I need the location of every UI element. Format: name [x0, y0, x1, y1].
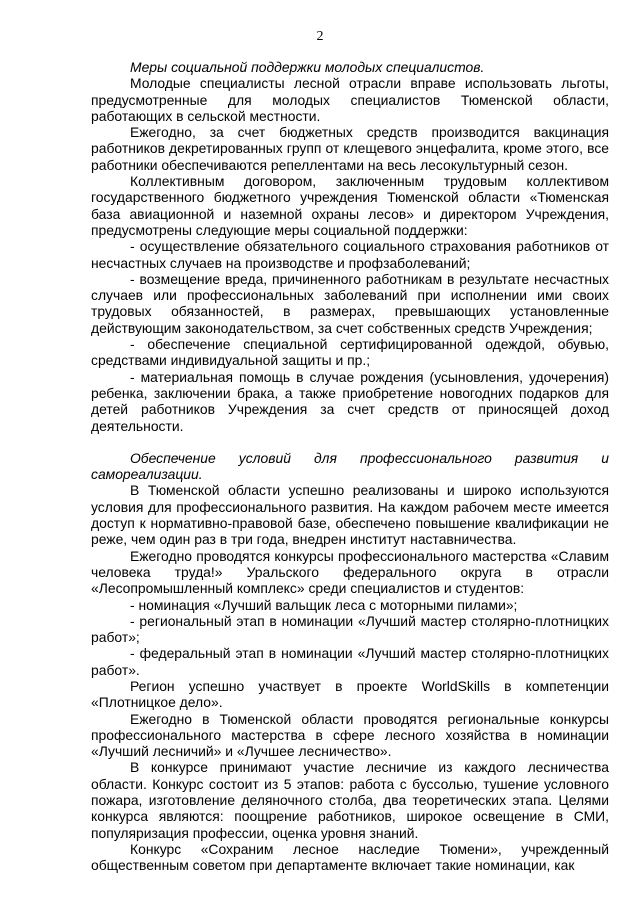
section-heading-professional-development: Обеспечение условий для профессионального развития и самореализации. [91, 449, 609, 483]
list-item: - материальная помощь в случае рождения (усыновления, удочерения) ребенка, заключении брака, а также приобретение новогодних подарков для детей работников Учреждения за счет средств от приносящей доход деятельности. [91, 368, 609, 434]
section-heading-social-support: Меры социальной поддержки молодых специалистов. [130, 59, 485, 75]
list-item: - номинация «Лучший вальщик леса с моторными пилами»; [130, 596, 518, 613]
paragraph: Молодые специалисты лесной отрасли вправе использовать льготы, предусмотренные для молодых специалистов Тюменской области, работающих в сельской местности. [91, 75, 609, 124]
list-item: - осуществление обязательного социального страхования работников от несчастных случаев на производстве и профзаболеваний; [91, 238, 609, 271]
paragraph: Ежегодно проводятся конкурсы профессионального мастерства «Славим человека труда!» Уральского федерального округа в отрасли «Лесопромышленный комплекс» среди специалистов и студентов: [91, 547, 609, 597]
paragraph: Регион успешно участвует в проекте WorldSkills в компетенции «Плотницкое дело». [91, 677, 609, 711]
paragraph: В конкурсе принимают участие лесничие из каждого лесничества области. Конкурс состоит из 5 этапов: работа с буссолью, тушение условного пожара, изготовление деляночного столба, два теоретических этапа. Целями конкурса являются: поощрение работников, широкое освещение в СМИ, популяризация профессии, оценка уровня знаний. [91, 759, 609, 841]
paragraph: Коллективным договором, заключенным трудовым коллективом государственного бюджетного учреждения Тюменской области «Тюменская база авиационной и наземной охраны лесов» и директором Учреждения, предусмотрены следующие меры социальной поддержки: [91, 173, 609, 238]
document-body [91, 59, 609, 874]
list-item: - федеральный этап в номинации «Лучший мастер столярно-плотницких работ». [91, 645, 609, 678]
list-item: - региональный этап в номинации «Лучший мастер столярно-плотницких работ»; [91, 612, 609, 646]
paragraph: Ежегодно, за счет бюджетных средств производится вакцинация работников декретированных групп от клещевого энцефалита, кроме этого, все работники обеспечиваются репеллентами на весь лесокультурный сезон. [91, 124, 609, 173]
page-number: 2 [316, 29, 324, 44]
paragraph: В Тюменской области успешно реализованы и широко используются условия для профессионального развития. На каждом рабочем месте имеется доступ к нормативно-правовой базе, обеспечено повышение квалификации не реже, чем один раз в три года, внедрен институт наставничества. [91, 482, 609, 548]
paragraph: Конкурс «Сохраним лесное наследие Тюмени», учрежденный общественным советом при департаменте включает такие номинации, как [91, 840, 609, 874]
section-spacer [91, 434, 609, 450]
paragraph: Ежегодно в Тюменской области проводятся региональные конкурсы профессионального мастерства в сфере лесного хозяйства в номинации «Лучший лесничий» и «Лучшее лесничество». [91, 710, 609, 760]
list-item: - обеспечение специальной сертифицированной одеждой, обувью, средствами индивидуальной защиты и пр.; [91, 336, 609, 369]
list-item: - возмещение вреда, причиненного работникам в результате несчастных случаев или профессиональных заболеваний при исполнении ими своих трудовых обязанностей, в размерах, превышающих установленные действующим законодательством, за счет собственных средств Учреждения; [91, 270, 609, 336]
